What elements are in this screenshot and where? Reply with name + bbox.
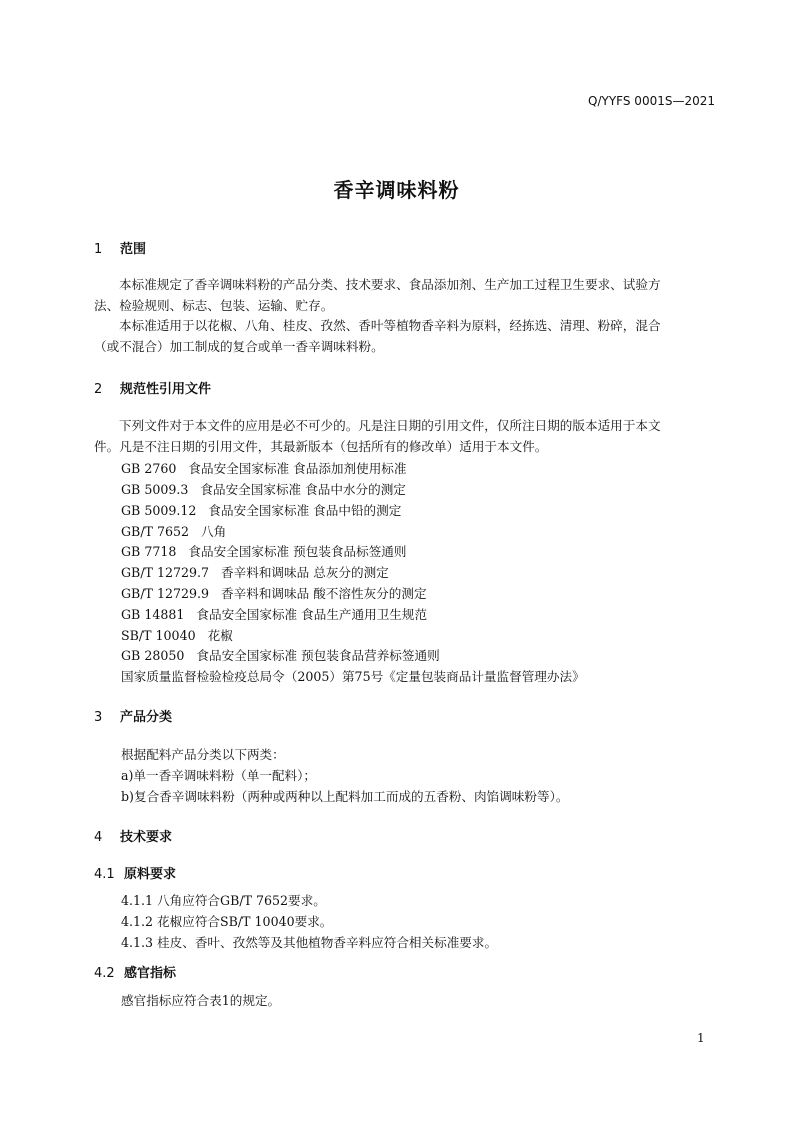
- section-4-1-heading: [94, 863, 176, 882]
- page-number: 1: [697, 1031, 705, 1045]
- reference-code: GB 5009.3: [121, 482, 189, 497]
- reference-name: 香辛料和调味品 酸不溶性灰分的测定: [221, 586, 427, 601]
- reference-code: GB 2760: [121, 461, 177, 476]
- paragraph-line: 件。凡是不注日期的引用文件，其最新版本（包括所有的修改单）适用于本文件。: [94, 438, 548, 454]
- reference-code: GB 7718: [121, 544, 177, 559]
- list-item: 4.1.1 八角应符合GB/T 7652要求。: [121, 893, 326, 908]
- section-title: 原料要求: [124, 867, 177, 882]
- list-item: b)复合香辛调味料粉（两种或两种以上配料加工而成的五香粉、肉馅调味粉等）。: [121, 789, 569, 804]
- reference-code: GB 5009.12: [121, 503, 197, 518]
- section-number: 2: [94, 382, 103, 397]
- reference-item: [121, 645, 440, 664]
- section-number: 4.2: [94, 966, 115, 981]
- reference-code: GB/T 7652: [121, 524, 190, 539]
- section-number: 3: [94, 710, 103, 725]
- section-title: 规范性引用文件: [120, 382, 212, 397]
- reference-item: [121, 583, 427, 602]
- section-1-heading: [94, 238, 146, 257]
- section-4-heading: [94, 826, 172, 845]
- document-code: Q/YYFS 0001S—2021: [588, 94, 715, 108]
- section-4-2-text: 感官指标应符合表1的规定。: [121, 993, 281, 1008]
- reference-item: [121, 458, 406, 477]
- list-item: 4.1.3 桂皮、香叶、孜然等及其他植物香辛料应符合相关标准要求。: [121, 935, 498, 950]
- reference-item: [121, 500, 401, 519]
- reference-name: 八角: [201, 524, 227, 539]
- paragraph-line: 法、检验规则、标志、包装、运输、贮存。: [94, 297, 334, 313]
- reference-item: [121, 625, 233, 644]
- document-title: 香辛调味料粉: [333, 178, 460, 202]
- reference-code: GB 14881: [121, 607, 185, 622]
- section-2-heading: [94, 378, 211, 397]
- reference-code: GB/T 12729.9: [121, 586, 210, 601]
- reference-code: SB/T 10040: [121, 628, 196, 643]
- section-title: 范围: [120, 242, 147, 257]
- reference-item: [121, 541, 406, 560]
- paragraph-line: 本标准规定了香辛调味料粉的产品分类、技术要求、食品添加剂、生产加工过程卫生要求、试验方: [119, 277, 661, 292]
- reference-name: 食品安全国家标准 食品添加剂使用标准: [188, 461, 407, 476]
- section-title: 感官指标: [124, 966, 177, 981]
- reference-name: 花椒: [207, 628, 233, 643]
- reference-name: 食品安全国家标准 预包装食品标签通则: [188, 544, 407, 559]
- paragraph-line: （或不混合）加工制成的复合或单一香辛调味料粉。: [94, 338, 384, 354]
- reference-name: 食品安全国家标准 食品中铅的测定: [208, 503, 402, 518]
- reference-code: GB/T 12729.7: [121, 565, 210, 580]
- paragraph-line: 下列文件对于本文件的应用是必不可少的。凡是注日期的引用文件，仅所注日期的版本适用于本文: [119, 418, 661, 433]
- reference-name: 香辛料和调味品 总灰分的测定: [221, 565, 389, 580]
- section-title: 产品分类: [120, 710, 173, 725]
- section-2-intro: [94, 416, 719, 457]
- reference-name: 食品安全国家标准 食品中水分的测定: [200, 482, 406, 497]
- section-1-body: [94, 275, 719, 357]
- reference-item: [121, 562, 389, 581]
- section-number: 1: [94, 242, 103, 257]
- section-number: 4: [94, 830, 103, 845]
- reference-name: 食品安全国家标准 食品生产通用卫生规范: [196, 607, 428, 622]
- list-item: a)单一香辛调味料粉（单一配料）；: [121, 768, 317, 783]
- section-3-intro: 根据配料产品分类以下两类：: [121, 747, 285, 762]
- reference-item: [121, 521, 226, 540]
- reference-name: 食品安全国家标准 预包装食品营养标签通则: [196, 648, 440, 663]
- section-number: 4.1: [94, 867, 115, 882]
- section-3-heading: [94, 706, 172, 725]
- reference-code: GB 28050: [121, 648, 185, 663]
- reference-item: [121, 479, 406, 498]
- section-title: 技术要求: [120, 830, 173, 845]
- paragraph-line: 本标准适用于以花椒、八角、桂皮、孜然、香叶等植物香辛料为原料，经拣选、清理、粉碎，混合: [119, 318, 661, 334]
- reference-decree: 国家质量监督检验检疫总局令（2005）第75号《定量包装商品计量监督管理办法》: [121, 669, 585, 684]
- reference-item: [121, 604, 427, 623]
- list-item: 4.1.2 花椒应符合SB/T 10040要求。: [121, 914, 333, 929]
- section-4-2-heading: [94, 962, 176, 981]
